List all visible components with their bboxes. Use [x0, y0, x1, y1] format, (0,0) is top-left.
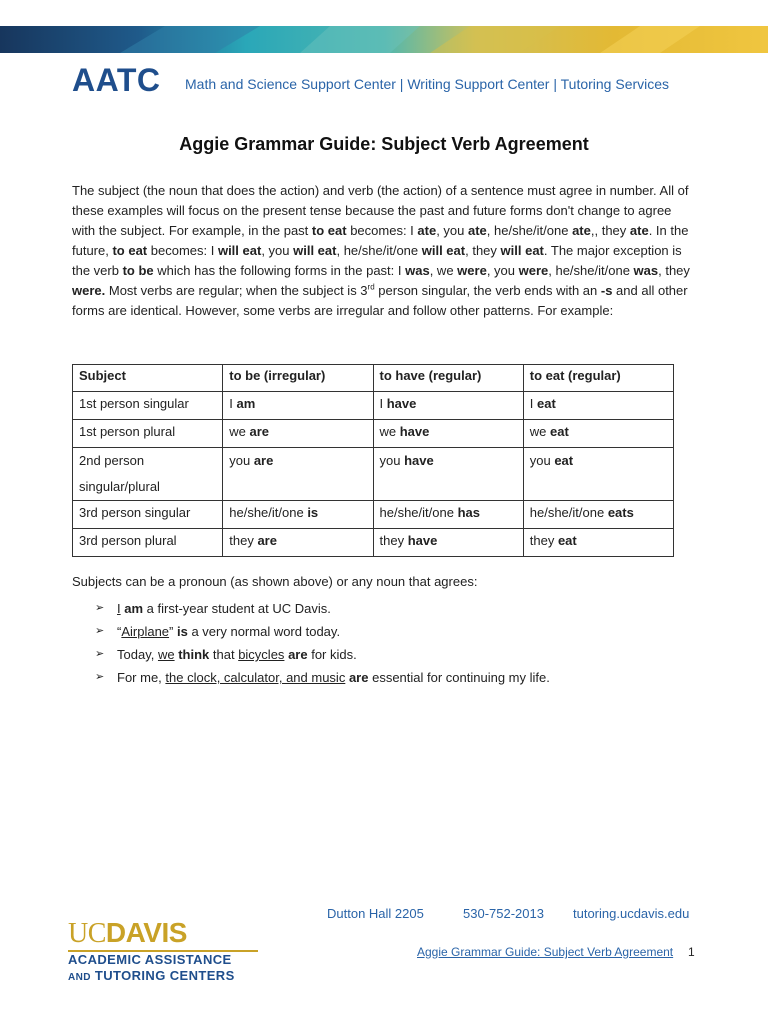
header-cell: to have (regular)	[373, 365, 523, 392]
subject-cell: 3rd person singular	[73, 501, 223, 529]
have-cell: they have	[373, 529, 523, 557]
subject-cell: 1st person plural	[73, 420, 223, 448]
arrow-bullet-icon: ➢	[95, 671, 105, 683]
ucdavis-logo: UCDAVIS ACADEMIC ASSISTANCE AND TUTORING CENTERS	[68, 918, 268, 986]
arrow-bullet-icon: ➢	[95, 625, 105, 637]
footer-phone: 530-752-2013	[463, 906, 544, 921]
table-row	[73, 392, 674, 420]
have-cell: I have	[373, 392, 523, 420]
header-links: Math and Science Support Center | Writing Support Center | Tutoring Services	[185, 76, 670, 92]
aatc-logo: AATC	[72, 62, 161, 98]
arrow-bullet-icon: ➢	[95, 648, 105, 660]
footer-doc-link[interactable]: Aggie Grammar Guide: Subject Verb Agreement	[417, 945, 674, 959]
eat-cell: I eat	[523, 392, 673, 420]
header-banner	[0, 26, 768, 53]
arrow-bullet-icon: ➢	[95, 602, 105, 614]
be-cell: we are	[223, 420, 373, 448]
list-item: ➢ Today, we think that bicycles are for kids.	[95, 643, 550, 666]
table-row	[73, 448, 674, 501]
page-header	[72, 62, 712, 102]
eat-cell: we eat	[523, 420, 673, 448]
list-item: ➢ For me, the clock, calculator, and music are essential for continuing my life.	[95, 666, 550, 689]
subject-cell: 1st person singular	[73, 392, 223, 420]
footer-location: Dutton Hall 2205	[327, 906, 424, 921]
list-item: ➢ “Airplane” is a very normal word today.	[95, 620, 550, 643]
eat-cell: he/she/it/one eats	[523, 501, 673, 529]
be-cell: he/she/it/one is	[223, 501, 373, 529]
subject-cell: 2nd person singular/plural	[73, 448, 223, 501]
have-cell: we have	[373, 420, 523, 448]
header-cell: Subject	[73, 365, 223, 392]
verb-table	[72, 364, 674, 557]
eat-cell: they eat	[523, 529, 673, 557]
be-cell: you are	[223, 448, 373, 501]
footer-website-link[interactable]: tutoring.ucdavis.edu	[573, 906, 690, 921]
page-number: 1	[688, 945, 695, 959]
header-cell: to be (irregular)	[223, 365, 373, 392]
table-row	[73, 501, 674, 529]
subject-cell: 3rd person plural	[73, 529, 223, 557]
page-title: Aggie Grammar Guide: Subject Verb Agreement	[179, 134, 589, 154]
subjects-intro: Subjects can be a pronoun (as shown above) or any noun that agrees:	[72, 574, 478, 589]
be-cell: I am	[223, 392, 373, 420]
header-cell: to eat (regular)	[523, 365, 673, 392]
be-cell: they are	[223, 529, 373, 557]
table-row	[73, 420, 674, 448]
table-header-row	[73, 365, 674, 392]
have-cell: he/she/it/one has	[373, 501, 523, 529]
table-row	[73, 529, 674, 557]
example-list	[95, 597, 550, 689]
have-cell: you have	[373, 448, 523, 501]
list-item: ➢ I am a first-year student at UC Davis.	[95, 597, 550, 620]
eat-cell: you eat	[523, 448, 673, 501]
intro-paragraph: The subject (the noun that does the action) and verb (the action) of a sentence must agree in number. All of these examples will focus on the present tense because the past and future forms don't change to agree with the subject. For example, in the past to eat becomes: I ate, you ate, he/she/it/one ate,, they ate. In the future, to eat becomes: I will eat, you will eat, he/she/it/one will eat, they will eat. The major exception is the verb to be which has the following forms in the past: I was, we were, you were, he/she/it/one was, they were. Most verbs are regular; when the subject is 3rd person singular, the verb ends with an -s and all other forms are identical. However, some verbs are irregular and follow other patterns. For example:	[72, 183, 690, 318]
